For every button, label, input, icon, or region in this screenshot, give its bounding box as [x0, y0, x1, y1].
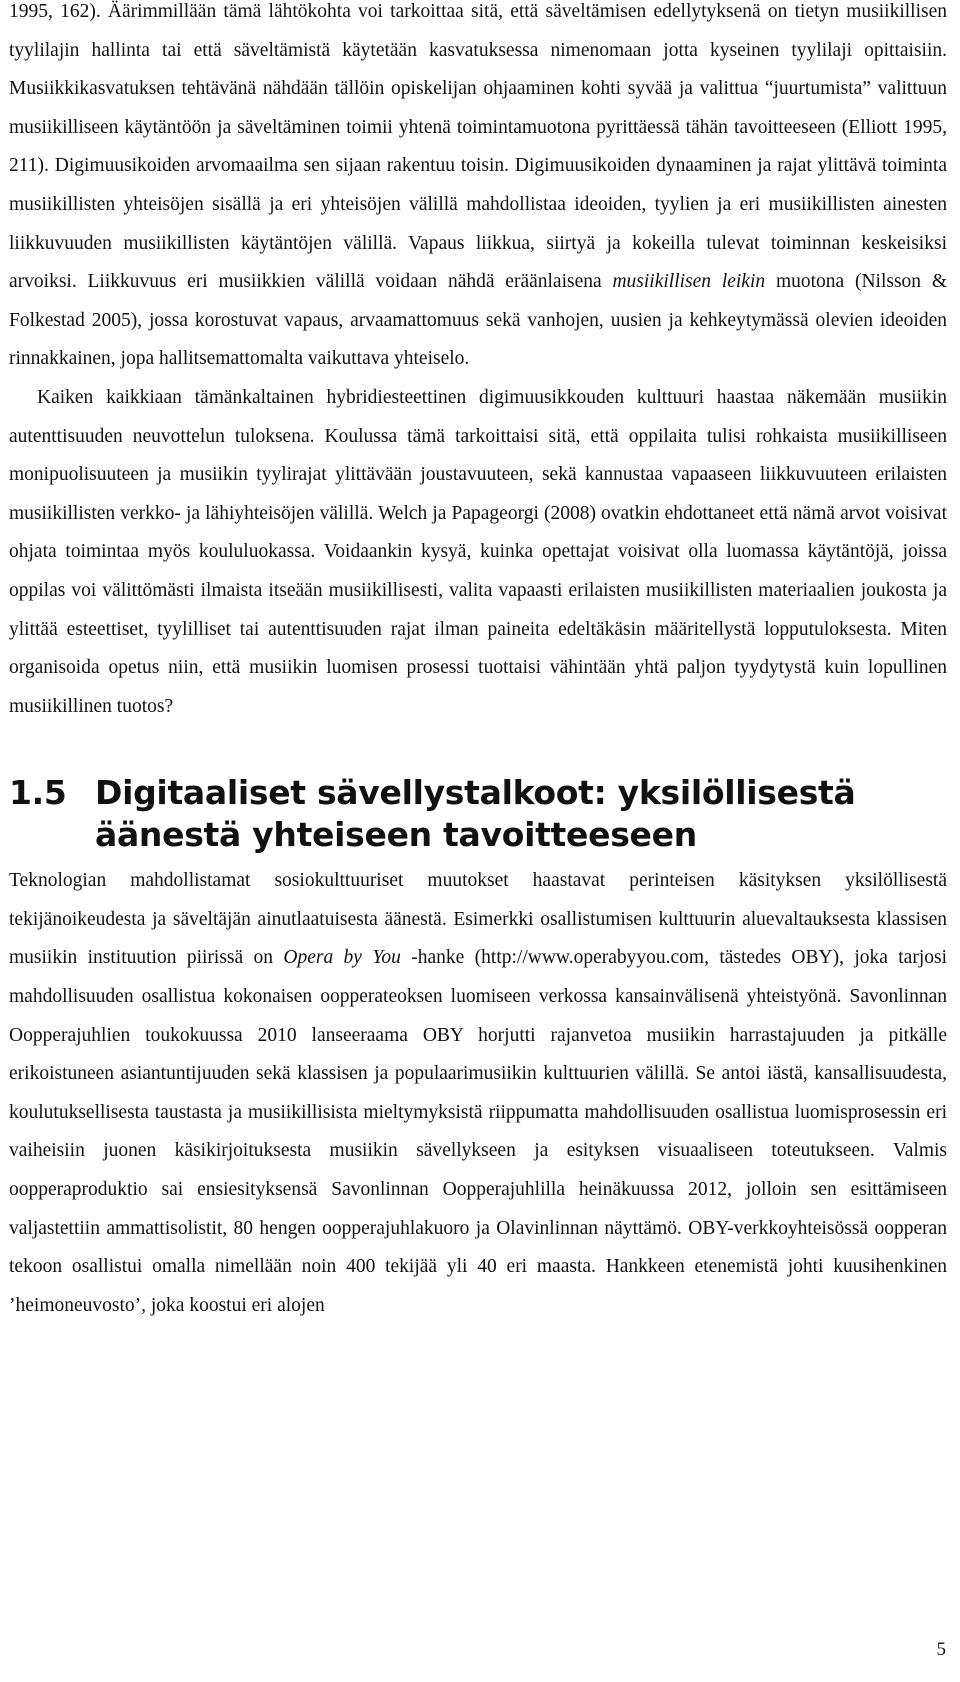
- body-paragraph-3: [9, 862, 947, 1325]
- section-title: Digitaaliset sävellystalkoot: yksilöllisestä äänestä yhteiseen tavoitteeseen: [95, 773, 856, 855]
- paragraph-1-italic-term: musiikillisen leikin: [612, 271, 766, 293]
- body-paragraph-1: [9, 0, 947, 379]
- body-paragraph-2: Kaiken kaikkiaan tämänkaltainen hybridiesteettinen digimuusikkouden kulttuuri haastaa näkemään musiikin autenttisuuden neuvottelun tuloksena. Koulussa tämä tarkoittaisi sitä, että oppilaita tulisi rohkaista musiikilliseen monipuolisuuteen ja musiikin tyylirajat ylittävään joustavuuteen, sekä kannustaa vapaaseen liikkuvuuteen erilaisten musiikillisten verkko- ja lähiyhteisöjen välillä. Welch ja Papageorgi (2008) ovatkin ehdottaneet että nämä arvot voisivat ohjata toimintaa myös koululuokassa. Voidaankin kysyä, kuinka opettajat voisivat olla luomassa käytäntöjä, joissa oppilas voi välittömästi ilmaista itseään musiikillisesti, valita vapaasti erilaisten musiikillisten materiaalien joukosta ja ylittää esteettiset, tyylilliset tai autenttisuuden rajat ilman paineita edeltäkäsin määritellystä lopputuloksesta. Miten organisoida opetus niin, että musiikin luomisen prosessi tuottaisi vähintään yhtä paljon tyydytystä kuin lopullinen musiikillinen tuotos?: [9, 386, 947, 717]
- section-heading: [9, 772, 947, 856]
- section-number: 1.5: [9, 773, 67, 813]
- paragraph-1-text: 1995, 162). Äärimmillään tämä lähtökohta voi tarkoittaa sitä, että säveltämisen edellytyksenä on tietyn musiikillisen tyylilajin hallinta tai että säveltämistä käytetään kasvatuksessa nimenomaan jotta kyseinen tyylilaji opittaisiin. Musiikkikasvatuksen tehtävänä nähdään tällöin opiskelijan ohjaaminen kohti syvää ja valittua “juurtumista” valittuun musiikilliseen käytäntöön ja säveltäminen toimii yhtenä toimintamuotona pyrittäessä tähän tavoitteeseen (Elliott 1995, 211). Digimuusikoiden arvomaailma sen sijaan rakentuu toisin. Digimuusikoiden dynaaminen ja rajat ylittävä toiminta musiikillisten yhteisöjen sisällä ja eri yhteisöjen välillä mahdollistaa ideoiden, tyylien ja eri musiikillisten ainesten liikkuvuuden musiikillisten käytäntöjen välillä. Vapaus liikkua, siirtyä ja kokeilla tulevat toiminnan keskeisiksi arvoiksi. Liikkuvuus eri musiikkien välillä voidaan nähdä eräänlaisena: [9, 1, 947, 293]
- paragraph-3-text-continued: -hanke (http://www.operabyyou.com, tästedes OBY), joka tarjosi mahdollisuuden osallistua kokonaisen oopperateoksen luomiseen verkossa kansainvälisenä yhteistyönä. Savonlinnan Oopperajuhlien toukokuussa 2010 lanseeraama OBY horjutti rajanvetoa musiikin harrastajuuden ja pitkälle erikoistuneen asiantuntijuuden sekä klassisen ja populaarimusiikin kulttuurien välillä. Se antoi iästä, kansallisuudesta, koulutuksellisesta taustasta ja musiikillisista mieltymyksistä riippumatta mahdollisuuden osallistua luomisprosessin eri vaiheisiin juonen käsikirjoituksesta musiikin sävellykseen ja esityksen visuaaliseen toteutukseen. Valmis oopperaproduktio sai ensiesityksensä Savonlinnan Oopperajuhlilla heinäkuussa 2012, jolloin sen esittämiseen valjastettiin ammattisolistit, 80 hengen oopperajuhlakuoro ja Olavinlinnan näyttämö. OBY-verkkoyhteisössä oopperan tekoon osallistui omalla nimellään noin 400 tekijää yli 40 eri maasta. Hankkeen etenemistä johti kuusihenkinen ’heimoneuvosto’, joka koostui eri alojen: [9, 947, 947, 1316]
- document-page: [9, 0, 947, 1325]
- page-number: 5: [936, 1639, 946, 1660]
- paragraph-3-italic-title: Opera by You: [283, 947, 401, 969]
- paragraph-1-text-continued: muotona (Nilsson & Folkestad 2005), jossa korostuvat vapaus, arvaamattomuus sekä vanhojen, uusien ja kehkeytymässä olevien ideoiden rinnakkainen, jopa hallitsemattomalta vaikuttava yhteiselo.: [9, 271, 948, 370]
- paragraph-3-text: Teknologian mahdollistamat sosiokulttuuriset muutokset haastavat perinteisen käsityksen yksilöllisestä tekijänoikeudesta ja säveltäjän ainutlaatuisesta äänestä. Esimerkki osallistumisen kulttuurin aluevaltauksesta klassisen musiikin instituution piirissä on: [9, 870, 947, 969]
